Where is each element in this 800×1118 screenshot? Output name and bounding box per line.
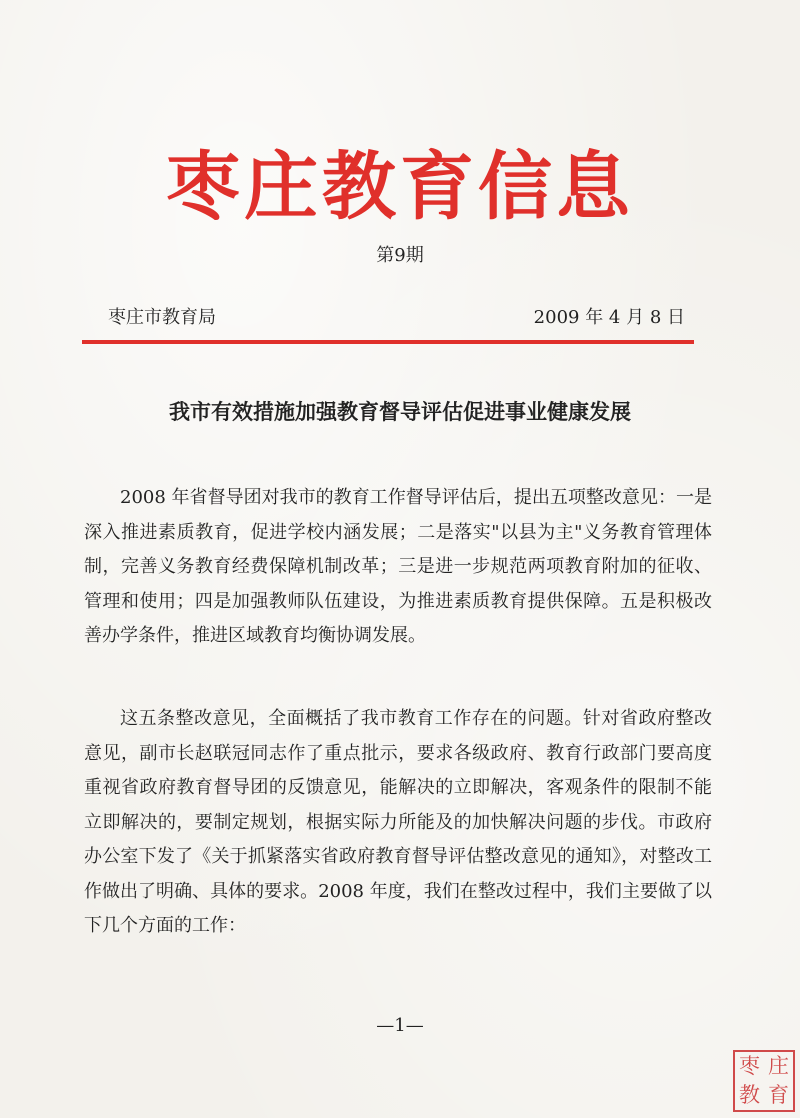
seal-char: 教 bbox=[739, 1083, 760, 1107]
seal-char: 庄 bbox=[768, 1054, 789, 1078]
publication-date: 2009 年 4 月 8 日 bbox=[533, 307, 685, 328]
publisher: 枣庄市教育局 bbox=[108, 307, 216, 328]
seal-char: 育 bbox=[768, 1083, 789, 1107]
seal-char: 枣 bbox=[739, 1054, 760, 1078]
issue-number: 第9期 bbox=[376, 245, 424, 266]
article-paragraph: 这五条整改意见，全面概括了我市教育工作存在的问题。针对省政府整改意见，副市长赵联冠同志作了重点批示，要求各级政府、教育行政部门要高度重视省政府教育督导团的反馈意见，能解决的立即解决，客观条件的限制不能立即解决的，要制定规划，根据实际力所能及的加快解决问题的步伐。市政府办公室下发了《关于抓紧落实省政府教育督导评估整改意见的通知》，对整改工作做出了明确、具体的要求。2008 年度，我们在整改过程中，我们主要做了以下几个方面的工作： bbox=[84, 708, 712, 936]
masthead-title: 枣庄教育信息 bbox=[166, 144, 634, 230]
red-divider-rule bbox=[82, 340, 694, 344]
seal-stamp bbox=[733, 1050, 795, 1112]
article-paragraph: 2008 年省督导团对我市的教育工作督导评估后，提出五项整改意见：一是深入推进素质教育，促进学校内涵发展；二是落实"以县为主"义务教育管理体制，完善义务教育经费保障机制改革；三是进一步规范两项教育附加的征收、管理和使用；四是加强教师队伍建设，为推进素质教育提供保障。五是积极改善办学条件，推进区域教育均衡协调发展。 bbox=[84, 487, 712, 646]
page-number: —1— bbox=[376, 1015, 424, 1036]
article-title: 我市有效措施加强教育督导评估促进事业健康发展 bbox=[169, 400, 631, 424]
